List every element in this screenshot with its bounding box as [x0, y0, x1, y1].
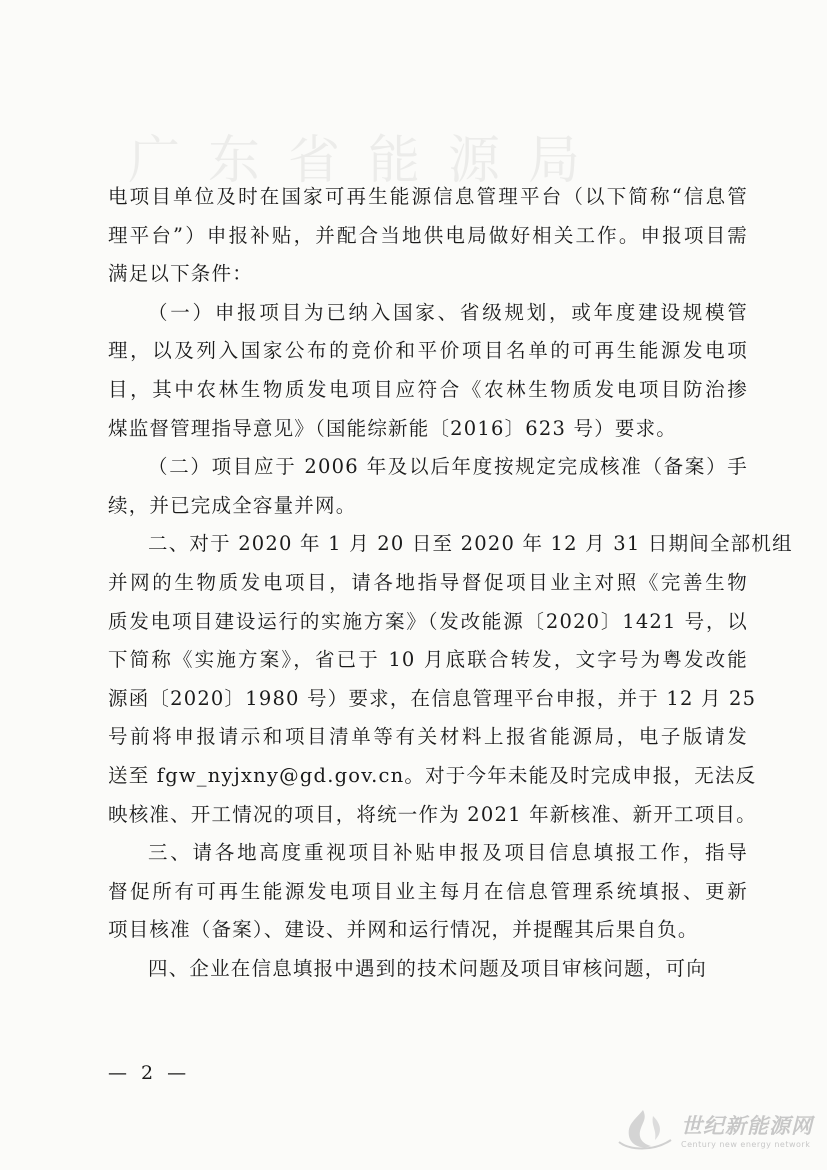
text-line: 项目核准（备案）、建设、并网和运行情况，并提醒其后果自负。: [108, 918, 699, 942]
watermark-name-en: Century new energy network: [681, 1139, 811, 1149]
text-line: 理平台”）申报补贴，并配合当地供电局做好相关工作。申报项目需: [108, 223, 748, 247]
text-line: 续，并已完成全容量并网。: [108, 493, 357, 517]
text-line: 四、企业在信息填报中遇到的技术问题及项目审核问题，可向: [148, 956, 707, 980]
text-line: （二）项目应于 2006 年及以后年度按规定完成核准（备案）手: [148, 455, 748, 479]
text-line: 三、请各地高度重视项目补贴申报及项目信息填报工作，指导: [148, 841, 748, 865]
text-line: 煤监督管理指导意见》（国能综新能〔2016〕623 号）要求。: [108, 416, 677, 440]
text-line: 源函〔2020〕1980 号）要求，在信息管理平台申报，并于 12 月 25: [108, 686, 757, 710]
text-line: 二、对于 2020 年 1 月 20 日至 2020 年 12 月 31 日期间全部机组: [148, 532, 793, 556]
bleed-through-text: 广东省能源局: [128, 131, 609, 191]
text-line: 质发电项目建设运行的实施方案》（发改能源〔2020〕1421 号，以: [108, 609, 748, 633]
text-line: 并网的生物质发电项目，请各地指导督促项目业主对照《完善生物: [108, 570, 748, 594]
text-line: 目，其中农林生物质发电项目应符合《农林生物质发电项目防治掺: [108, 377, 748, 401]
page-number: — 2 —: [108, 1062, 191, 1084]
text-line: 督促所有可再生能源发电项目业主每月在信息管理系统填报、更新: [108, 879, 748, 903]
text-line: 电项目单位及时在国家可再生能源信息管理平台（以下简称“信息管: [108, 185, 748, 208]
text-line: 映核准、开工情况的项目，将统一作为 2021 年新核准、新开工项目。: [108, 802, 757, 826]
watermark-name-cn: 世纪新能源网: [681, 1113, 813, 1138]
text-line: 理，以及列入国家公布的竞价和平价项目名单的可再生能源发电项: [108, 339, 748, 363]
body-text: [108, 178, 793, 988]
text-line: 满足以下条件：: [108, 262, 253, 286]
flame-logo-icon: [613, 1106, 675, 1152]
text-line: 号前将申报请示和项目清单等有关材料上报省能源局，电子版请发: [108, 725, 748, 749]
text-line: 送至 fgw_nyjxny@gd.gov.cn。对于今年未能及时完成申报，无法反: [108, 763, 757, 787]
watermark-logo: [613, 1106, 813, 1152]
text-line: 下简称《实施方案》，省已于 10 月底联合转发，文字号为粤发改能: [108, 648, 748, 672]
text-line: （一）申报项目为已纳入国家、省级规划，或年度建设规模管: [148, 300, 748, 324]
